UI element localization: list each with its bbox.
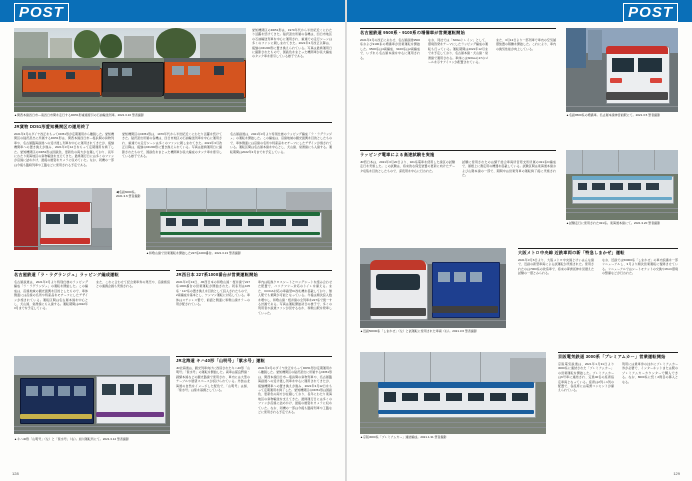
right-article-4-body-col1: 京阪電気鉄道は、2021年1月31日より3000系に連結された「プレミアムカー」の営業運転を開始した。プレミアムカーは6号車に連結され、定員40名の座席指定車両となっている。座席は2列＋1列の配置で、各座席には電源コンセントが備えられている。 [558, 362, 614, 393]
photo-kiha40-observation-cars [14, 356, 170, 434]
left-page-number: 128 [12, 471, 19, 476]
left-article-4-body-col2: 車内は転換クロスシートとロングシートを組み合わせた配置で、バリアフリー対応のトイレを備える。また、ICOCA対応の車載型IC改札機を搭載しており、無人駅でも乗降が可能となっている。今後は順次投入数を増やし、和歌山線・桜井線の全列車を227系で統一する計画である。写真は運転開始初日の様子で、多くの利用者や鉄道ファンが見守るなか、和歌山駅を発車していった。 [258, 280, 332, 315]
left-article-4-heading: JR西日本 227系1000番台が営業運転開始 [176, 272, 258, 277]
left-article-1-body-col1: 2021年3月のダイヤ改正をもってDD51形が定期運用から離脱した。愛知機関区の稲沢派出に所属するDD51形は、関西本線四日市—塩浜間の貨物列車や、名古屋臨海鉄道への受け渡し列車を中心に運用されてきたが、後継機関車への置き換えが進み、2021年3月12日をもって定期運用を終了した。愛知機関区のDD51形は国鉄色、更新色の両方が在籍しており、長年にわたり東海地区の貨物輸送を支えてきた。最終運行日には多くのファンが沿線に詰めかけ、最後の雄姿をカメラに収めていた。なお、同機の一部は今後も臨時列車や工臨などに使用される予定である。 [14, 132, 114, 167]
caption-meitetsu-red: ◀名鉄6000系。2021.3.6 筆者撮影 [116, 190, 141, 199]
left-article-1-heading: JR貨物 DD51形愛知機関区の運用終了 [14, 124, 90, 129]
post-logo-right-text: POST [623, 3, 678, 22]
right-page [346, 0, 692, 481]
page-gutter [345, 0, 347, 481]
left-article-3-body-col1: 名古屋鉄道は、2021年3月より特別仕様のラッピング編成「ラ・ラグランジュ」の運転を開始した。この編成は、沿線地域の観光振興を目的としたもので、車体側面には沿線の名所や特産品をモチーフにしたデザインが施されている。運転区間は名古屋本線を中心とし、犬山線、常滑線にも入線する。運転期間は2022年3月までを予定している。 [14, 280, 88, 311]
caption-keihan-3000: ▲京阪3000系「プレミアムカー」連結編成。2021.1.31 筆者撮影 [360, 435, 447, 439]
photo-meitetsu-9500 [566, 28, 678, 112]
right-article-3-body-col2: なお、近鉄では50000系「しまかぜ」の車内設備を一部リニューアルし、3月より順次営業運転に復帰させている。リニューアルではシートモケットの交換やWi-Fi環境の整備などが行われた。 [602, 258, 678, 276]
caption-kiha40: ▲キハ40形「山明号」（左）と「紫水号」（右）。旭川運転所にて。2021.3.14 筆者撮影 [14, 437, 129, 441]
post-logo-right [623, 3, 678, 22]
right-article-3-body-col1: 2021年3月6日より、大阪メトロ中央線とけいはんな線で、近鉄の新型車両による試運転が実施された。使用されたのは7000系の改造車で、将来の夢洲延伸を見据えた試験の一環とみられる。 [518, 258, 594, 276]
right-article-2-body-col1: JR西日本は、2021年3月20日より、321系電車を使用した線区の試験走行を実施した。この試験は、将来的な保安装置の更新に向けたデータ収集を目的としたもので、深夜帯を中心に行われた。 [360, 160, 455, 173]
right-page-number: 129 [673, 471, 680, 476]
right-article-2-heading: ラッピング電車による高速試験を実施 [360, 152, 435, 157]
right-article-1-body-col1: 2021年3月の改正にあわせ、名古屋鉄道9500系および9100系の増備車が営業運転を開始した。9500系は4両編成、9100系は2両編成で、いずれも名古屋本線を中心に運用される。 [360, 38, 420, 60]
right-article-4-body-col2: 利用には乗車券のほかにプレミアムカー券が必要で、インターネットまたは駅のプレミアムカーカウンターで購入できる。なお、8000系に続く2例目の導入となる。 [622, 362, 678, 384]
left-article-4-body-col1: 2021年3月13日、JR西日本の和歌山線・桜井線で227系1000番台の営業運転が開始された。同系列は105系・117系の置き換えを目的として投入されたもので、2両編成を基本とし、ワンマン運転に対応している。車体はステンレス製で、前面と側面に和歌山線カラーの帯が配されている。 [176, 280, 250, 307]
left-top-right-body: 愛知機関区のDD51形は、1970年代から半世紀近くにわたり活躍を続けてきた。稲沢派出所属の各機は、四日市地区の石油輸送列車を中心に運用され、重連での走行シーンは多くのファンに親しまれてきた。2021年3月改正以降は、後継のDF200形に置き換えられている。写真は最終運用日に撮影されたもので、国鉄色をまとった機関車が長大編成のタンク車を牽引している様子である。 [252, 28, 332, 59]
caption-227-series: ▲和歌山線で営業運転を開始した227系1000番台。2021.3.13 筆者撮影 [146, 251, 241, 255]
left-article-3-heading: 名古屋鉄道「ラ・ラグランジュ」ラッピング編成運転 [14, 272, 119, 277]
caption-321-series: ▲試験走行に使用された321系。東海道本線にて。2021.3.20 筆者撮影 [566, 221, 661, 225]
left-article-3-body-col2: また、これに合わせて記念乗車券の発売や、沿線施設との連携企画も実施される。 [96, 280, 170, 289]
left-article-5-body-col1: JR北海道は、観光列車向けに改造されたキハ40形「山明号」「紫水号」の運転を開始した。両車は富良野線・釧網本線などの観光路線で使用され、車内には大型のテーブルや展望スペースが設けられている。外装は北海道の自然をイメージした配色で、「山明号」は緑、「紫水号」は紫を基調としている。 [176, 366, 250, 393]
photo-dd51-locomotives [14, 28, 246, 112]
right-article-3-heading: 大阪メトロ中央線 近鉄車両の新「特急しまかぜ」運転 [518, 250, 625, 255]
photo-321-series [566, 150, 678, 220]
right-article-2-body-col2: 試験に使用されたのは網干総合車両所宮原支所所属の321系D編成で、屋根上に測定用の機器を搭載している。試験区間は東海道本線および山陽本線の一部で、期間中は営業列車の運転終了後に実施された。 [462, 160, 556, 178]
left-article-5-heading: JR北海道 キハ40形「山明号」「紫水号」運転 [176, 358, 266, 363]
right-article-1-body-col2: なお、同社では「SDGsトレイン」として、環境啓発をテーマにしたラッピング編成の運転も行っている。運転期間は2021年12月までを予定しており、名古屋本線・犬山線・常滑線で運用される。車体にはSDGsの17のゴールを示すアイコンが配置されている。 [428, 38, 488, 65]
caption-dd51: ▲関西本線四日市—南四日市間を走行するDD51形重連牽引の石油輸送列車。2021.3.10 筆者撮影 [14, 113, 144, 117]
left-article-1-body-col3: 名古屋鉄道は、2021年3月より特別仕様のラッピング編成「ラ・ラグランジュ」の運転を開始した。この編成は、沿線地域の観光振興を目的としたもので、車体側面には沿線の名所や特産品をモチーフにしたデザインが施されている。運転区間は名古屋本線を中心とし、犬山線、常滑線にも入線する。運転期間は2022年3月までを予定している。 [230, 132, 332, 154]
photo-shimakaze [360, 248, 506, 328]
right-article-4-heading: 京阪電気鉄道 3000系「プレミアムカー」営業運転開始 [558, 354, 666, 359]
post-logo-left-text: POST [14, 3, 69, 22]
photo-meitetsu-red-train [14, 188, 112, 250]
left-article-5-body-col2: 2021年3月のダイヤ改正をもってDD51形が定期運用から離脱した。愛知機関区の稲沢派出に所属するDD51形は、関西本線四日市—塩浜間の貨物列車や、名古屋臨海鉄道への受け渡し列車を中心に運用されてきたが、後継機関車への置き換えが進み、2021年3月12日をもって定期運用を終了した。愛知機関区のDD51形は国鉄色、更新色の両方が在籍しており、長年にわたり東海地区の貨物輸送を支えてきた。最終運行日には多くのファンが沿線に詰めかけ、最後の雄姿をカメラに収めていた。なお、同機の一部は今後も臨時列車や工臨などに使用される予定である。 [258, 366, 332, 415]
right-article-1-body-col3: また、3月13日より一部列車で車内の空気循環装置の稼働を開始した。これにより、車内の換気性能が向上している。 [496, 38, 556, 51]
caption-meitetsu-9500: ▲名鉄9500系の増備車。名古屋本線神宮前駅にて。2021.3.5 筆者撮影 [566, 113, 661, 117]
caption-shimakaze: ▲近鉄50000系「しまかぜ」（左）と試運転に使用された車両（右）。2021.3.6 筆者撮影 [360, 329, 477, 333]
left-article-1-body-col2: 愛知機関区のDD51形は、1970年代から半世紀近くにわたり活躍を続けてきた。稲沢派出所属の各機は、四日市地区の石油輸送列車を中心に運用され、重連での走行シーンは多くのファンに親しまれてきた。2021年3月改正以降は、後継のDF200形に置き換えられている。写真は最終運用日に撮影されたもので、国鉄色をまとった機関車が長大編成のタンク車を牽引している様子である。 [122, 132, 222, 159]
photo-keihan-3000 [360, 352, 546, 434]
post-logo-left [14, 3, 69, 22]
photo-227-series [146, 188, 332, 250]
right-article-1-heading: 名古屋鉄道 9500系・9100系の増備車が営業運転開始 [360, 30, 465, 35]
